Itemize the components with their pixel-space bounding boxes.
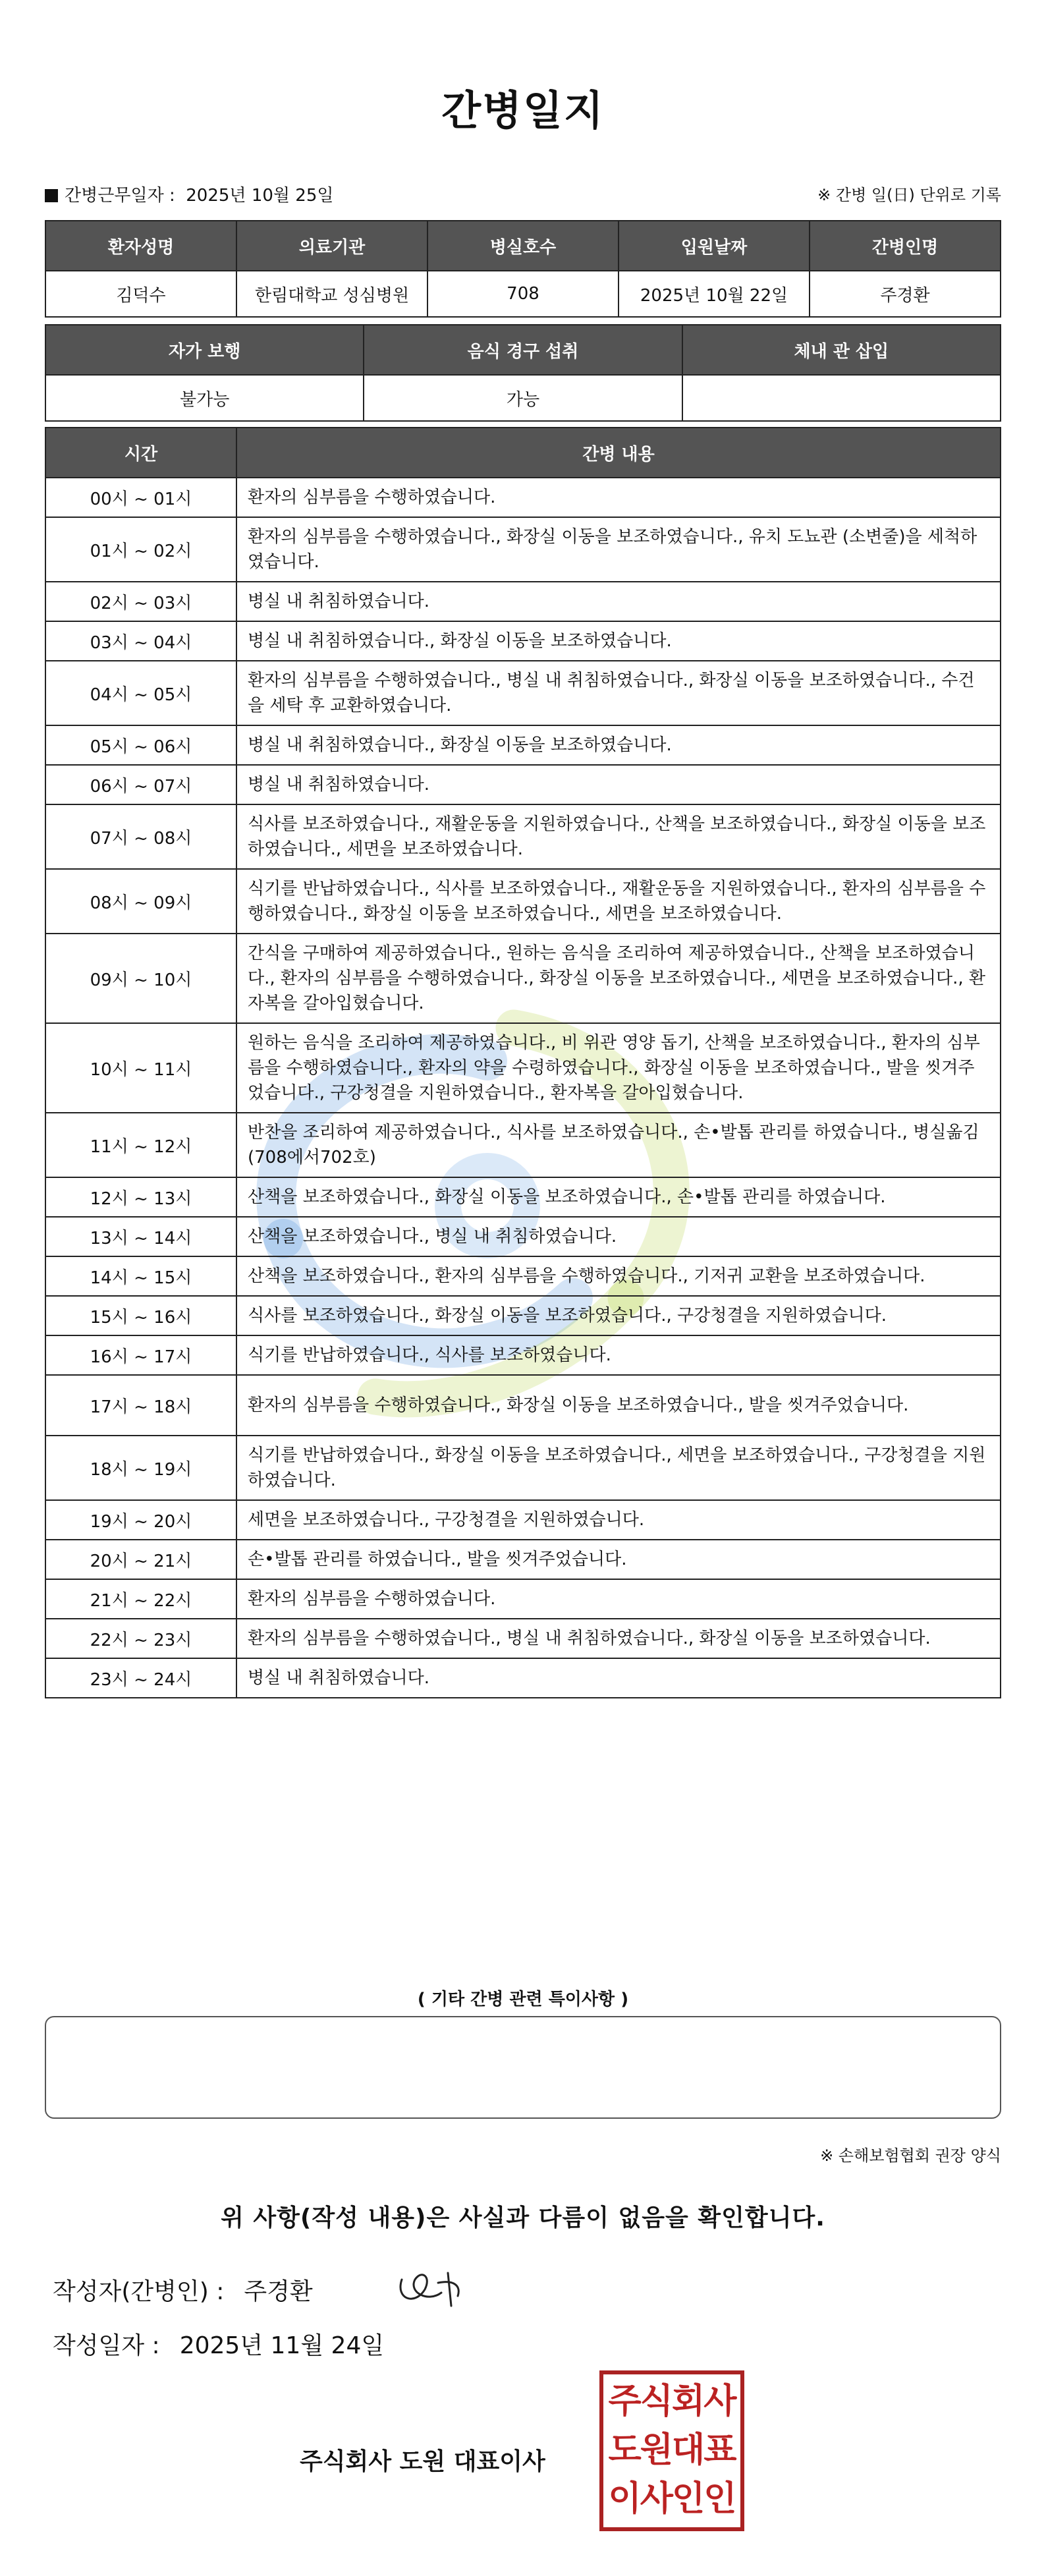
time-cell: 17시 ~ 18시 bbox=[45, 1375, 236, 1436]
care-log-row bbox=[45, 1023, 1001, 1113]
room-number: 708 bbox=[427, 271, 619, 317]
care-log-row bbox=[45, 1436, 1001, 1500]
writer-label: 작성자(간병인) : bbox=[53, 2278, 225, 2305]
content-cell: 반찬을 조리하여 제공하였습니다., 식사를 보조하였습니다., 손•발톱 관리를 하였습니다., 병실옮김(708에서702호) bbox=[236, 1113, 1001, 1177]
time-cell: 18시 ~ 19시 bbox=[45, 1436, 236, 1500]
written-date-value: 2025년 11월 24일 bbox=[179, 2332, 385, 2359]
caregiver-name: 주경환 bbox=[810, 271, 1001, 317]
content-cell: 산책을 보조하였습니다., 화장실 이동을 보조하였습니다., 손•발톱 관리를 하였습니다. bbox=[236, 1177, 1001, 1217]
time-cell: 23시 ~ 24시 bbox=[45, 1658, 236, 1698]
notes-title: ( 기타 간병 관련 특이사항 ) bbox=[417, 1990, 629, 2009]
care-log-row bbox=[45, 1177, 1001, 1217]
status-header: 음식 경구 섭취 bbox=[364, 325, 682, 375]
work-date-label: 간병근무일자 : bbox=[65, 186, 175, 206]
unit-note: ※ 간병 일(日) 단위로 기록 bbox=[817, 186, 1001, 204]
written-date-label: 작성일자 : bbox=[53, 2332, 160, 2359]
time-cell: 06시 ~ 07시 bbox=[45, 765, 236, 804]
time-cell: 15시 ~ 16시 bbox=[45, 1296, 236, 1335]
content-cell: 간식을 구매하여 제공하였습니다., 원하는 음식을 조리하여 제공하였습니다., 산책을 보조하였습니다., 환자의 심부름을 수행하였습니다., 화장실 이동을 보조하였습니다., 세면을 보조하였습니다., 환자복을 갈아입혔습니다. bbox=[236, 934, 1001, 1023]
work-date-value: 2025년 10월 25일 bbox=[186, 186, 334, 206]
care-log-row bbox=[45, 1256, 1001, 1296]
tube-insertion-status bbox=[682, 375, 1001, 421]
content-cell: 식기를 반납하였습니다., 식사를 보조하였습니다. bbox=[236, 1335, 1001, 1375]
time-cell: 12시 ~ 13시 bbox=[45, 1177, 236, 1217]
time-cell: 21시 ~ 22시 bbox=[45, 1579, 236, 1619]
content-cell: 병실 내 취침하였습니다. bbox=[236, 1658, 1001, 1698]
care-log-row bbox=[45, 1619, 1001, 1658]
writer-line bbox=[53, 2273, 313, 2307]
care-log-row bbox=[45, 725, 1001, 765]
bullet-square-icon bbox=[45, 189, 58, 202]
care-log-row bbox=[45, 582, 1001, 621]
admission-date: 2025년 10월 22일 bbox=[619, 271, 810, 317]
content-cell: 손•발톱 관리를 하였습니다., 발을 씻겨주었습니다. bbox=[236, 1540, 1001, 1579]
oral-intake-status: 가능 bbox=[364, 375, 682, 421]
care-log-table bbox=[45, 427, 1001, 1698]
care-log-row bbox=[45, 1375, 1001, 1436]
walking-status: 불가능 bbox=[45, 375, 364, 421]
content-cell: 환자의 심부름을 수행하였습니다. bbox=[236, 1579, 1001, 1619]
content-cell: 세면을 보조하였습니다., 구강청결을 지원하였습니다. bbox=[236, 1500, 1001, 1540]
seal-line: 주식회사 bbox=[608, 2381, 736, 2421]
content-cell: 병실 내 취침하였습니다., 화장실 이동을 보조하였습니다. bbox=[236, 621, 1001, 661]
time-cell: 00시 ~ 01시 bbox=[45, 478, 236, 517]
content-header: 간병 내용 bbox=[236, 428, 1001, 478]
care-log-row bbox=[45, 1540, 1001, 1579]
company-seal bbox=[599, 2370, 744, 2531]
time-cell: 13시 ~ 14시 bbox=[45, 1217, 236, 1256]
time-cell: 03시 ~ 04시 bbox=[45, 621, 236, 661]
confirm-statement: 위 사항(작성 내용)은 사실과 다름이 없음을 확인합니다. bbox=[221, 2204, 825, 2231]
care-log-row bbox=[45, 1658, 1001, 1698]
care-log-row bbox=[45, 934, 1001, 1023]
hospital: 한림대학교 성심병원 bbox=[236, 271, 427, 317]
info-header: 간병인명 bbox=[810, 221, 1001, 271]
writer-name: 주경환 bbox=[244, 2278, 313, 2305]
content-cell: 산책을 보조하였습니다., 병실 내 취침하였습니다. bbox=[236, 1217, 1001, 1256]
care-log-row bbox=[45, 661, 1001, 725]
content-cell: 식기를 반납하였습니다., 식사를 보조하였습니다., 재활운동을 지원하였습니다., 환자의 심부름을 수행하였습니다., 화장실 이동을 보조하였습니다., 세면을 보조하였습니다. bbox=[236, 869, 1001, 934]
care-log-row bbox=[45, 1217, 1001, 1256]
info-header: 병실호수 bbox=[427, 221, 619, 271]
signature bbox=[389, 2260, 481, 2312]
care-log-row bbox=[45, 621, 1001, 661]
work-date bbox=[45, 182, 333, 206]
content-cell: 병실 내 취침하였습니다., 화장실 이동을 보조하였습니다. bbox=[236, 725, 1001, 765]
info-table bbox=[45, 220, 1001, 318]
care-log-row bbox=[45, 869, 1001, 934]
time-cell: 20시 ~ 21시 bbox=[45, 1540, 236, 1579]
care-log-row bbox=[45, 517, 1001, 582]
time-cell: 01시 ~ 02시 bbox=[45, 517, 236, 582]
info-header: 입원날짜 bbox=[619, 221, 810, 271]
content-cell: 식기를 반납하였습니다., 화장실 이동을 보조하였습니다., 세면을 보조하였습니다., 구강청결을 지원하였습니다. bbox=[236, 1436, 1001, 1500]
content-cell: 병실 내 취침하였습니다. bbox=[236, 765, 1001, 804]
page-title: 간병일지 bbox=[441, 86, 605, 134]
time-cell: 16시 ~ 17시 bbox=[45, 1335, 236, 1375]
care-log-row bbox=[45, 478, 1001, 517]
content-cell: 식사를 보조하였습니다., 화장실 이동을 보조하였습니다., 구강청결을 지원하였습니다. bbox=[236, 1296, 1001, 1335]
patient-name: 김덕수 bbox=[45, 271, 236, 317]
care-log-row bbox=[45, 1335, 1001, 1375]
status-header: 자가 보행 bbox=[45, 325, 364, 375]
time-cell: 02시 ~ 03시 bbox=[45, 582, 236, 621]
seal-line: 이사인인 bbox=[608, 2478, 736, 2519]
info-header: 의료기관 bbox=[236, 221, 427, 271]
time-cell: 09시 ~ 10시 bbox=[45, 934, 236, 1023]
time-cell: 10시 ~ 11시 bbox=[45, 1023, 236, 1113]
care-log-row bbox=[45, 765, 1001, 804]
content-cell: 원하는 음식을 조리하여 제공하였습니다., 비 위관 영양 돕기, 산책을 보조하였습니다., 환자의 심부름을 수행하였습니다., 환자의 약을 수령하였습니다., 화장실 이동을 보조하였습니다., 발을 씻겨주었습니다., 구강청결을 지원하였습니다., 환자복을 갈아입혔습니다. bbox=[236, 1023, 1001, 1113]
status-table bbox=[45, 324, 1001, 422]
content-cell: 환자의 심부름을 수행하였습니다. bbox=[236, 478, 1001, 517]
care-log-row bbox=[45, 804, 1001, 869]
time-cell: 19시 ~ 20시 bbox=[45, 1500, 236, 1540]
status-header: 체내 관 삽입 bbox=[682, 325, 1001, 375]
content-cell: 환자의 심부름을 수행하였습니다., 화장실 이동을 보조하였습니다., 발을 씻겨주었습니다. bbox=[236, 1375, 1001, 1436]
content-cell: 환자의 심부름을 수행하였습니다., 화장실 이동을 보조하였습니다., 유치 도뇨관 (소변줄)을 세척하였습니다. bbox=[236, 517, 1001, 582]
content-cell: 병실 내 취침하였습니다. bbox=[236, 582, 1001, 621]
time-cell: 22시 ~ 23시 bbox=[45, 1619, 236, 1658]
info-header: 환자성명 bbox=[45, 221, 236, 271]
content-cell: 식사를 보조하였습니다., 재활운동을 지원하였습니다., 산책을 보조하였습니다., 화장실 이동을 보조하였습니다., 세면을 보조하였습니다. bbox=[236, 804, 1001, 869]
notes-box bbox=[45, 2016, 1001, 2119]
time-cell: 05시 ~ 06시 bbox=[45, 725, 236, 765]
seal-line: 도원대표 bbox=[608, 2430, 736, 2470]
written-date-line bbox=[53, 2327, 384, 2361]
time-cell: 14시 ~ 15시 bbox=[45, 1256, 236, 1296]
care-log-row bbox=[45, 1579, 1001, 1619]
time-header: 시간 bbox=[45, 428, 236, 478]
time-cell: 08시 ~ 09시 bbox=[45, 869, 236, 934]
time-cell: 04시 ~ 05시 bbox=[45, 661, 236, 725]
company-representative: 주식회사 도원 대표이사 bbox=[300, 2448, 545, 2475]
time-cell: 07시 ~ 08시 bbox=[45, 804, 236, 869]
content-cell: 환자의 심부름을 수행하였습니다., 병실 내 취침하였습니다., 화장실 이동을 보조하였습니다., 수건을 세탁 후 교환하였습니다. bbox=[236, 661, 1001, 725]
content-cell: 환자의 심부름을 수행하였습니다., 병실 내 취침하였습니다., 화장실 이동을 보조하였습니다. bbox=[236, 1619, 1001, 1658]
time-cell: 11시 ~ 12시 bbox=[45, 1113, 236, 1177]
care-log-row bbox=[45, 1296, 1001, 1335]
care-log-row bbox=[45, 1113, 1001, 1177]
care-log-row bbox=[45, 1500, 1001, 1540]
content-cell: 산책을 보조하였습니다., 환자의 심부름을 수행하였습니다., 기저귀 교환을 보조하였습니다. bbox=[236, 1256, 1001, 1296]
recommend-note: ※ 손해보험협회 권장 양식 bbox=[820, 2146, 1001, 2165]
